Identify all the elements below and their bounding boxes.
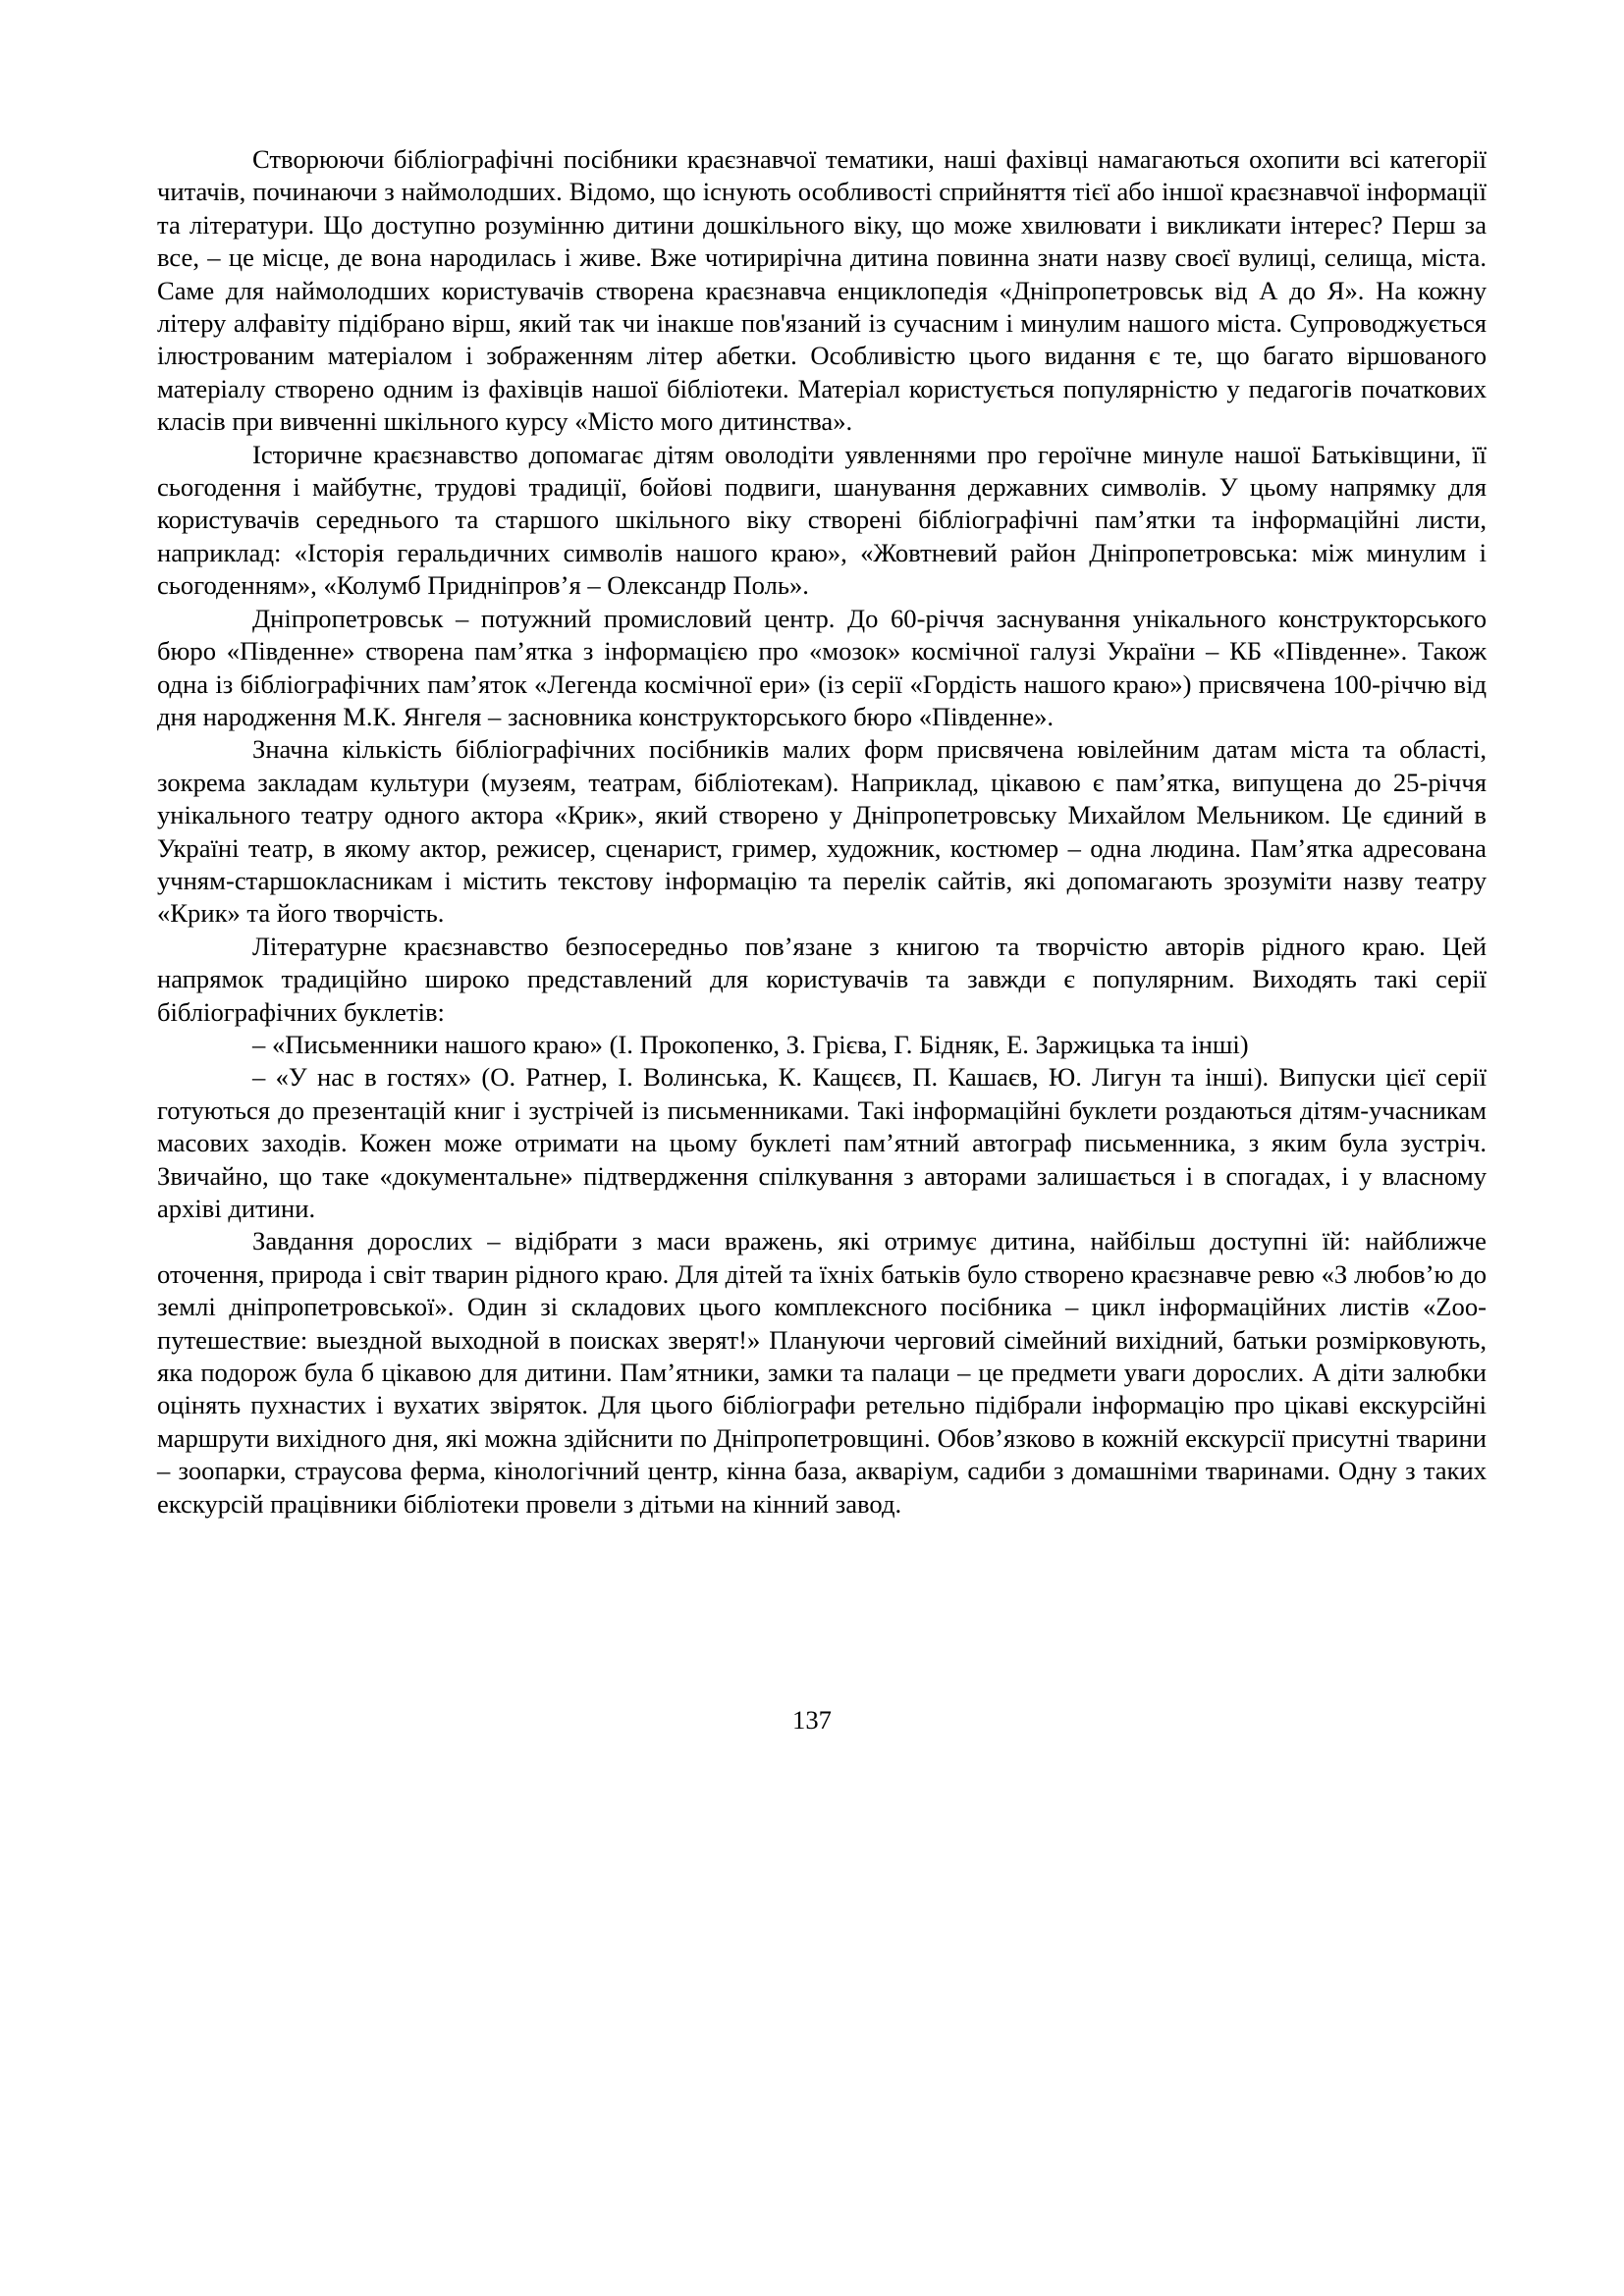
paragraph-historical-local-studies: Історичне краєзнавство допомагає дітям оволодіти уявленнями про героїчне минуле нашої Батьківщини, її сьогодення і майбутнє, трудові традиції, бойові подвиги, шанування державних символів. У цьому напрямку для користувачів середнього та старшого шкільного віку створені бібліографічні пам’ятки та інформаційні листи, наприклад: «Історія геральдичних символів нашого краю», «Жовтневий район Дніпропетровська: між минулим і сьогоденням», «Колумб Придніпров’я – Олександр Поль». bbox=[157, 439, 1487, 601]
paragraph-literary-local-studies: Літературне краєзнавство безпосередньо пов’язане з книгою та творчістю авторів рідного краю. Цей напрямок традиційно широко представлений для користувачів та завжди є популярним. Виходять такі серії бібліографічних буклетів: bbox=[157, 931, 1487, 1027]
list-item-writers-series: – «Письменники нашого краю» (І. Прокопенко, З. Грієва, Г. Бідняк, Е. Заржицька та інші) bbox=[252, 1029, 1249, 1059]
paragraph-theatre-kryk: Значна кількість бібліографічних посібників малих форм присвячена ювілейним датам міста та області, зокрема закладам культури (музеям, театрам, бібліотекам). Наприклад, цікавою є пам’ятка, випущена до 25-річчя унікального театру одного актора «Крик», який створено у Дніпропетровську Михайлом Мельником. Це єдиний в Україні театр, в якому актор, режисер, сценарист, гример, художник, костюмер – одна людина. Пам’ятка адресована учням-старшокласникам і містить текстову інформацію та перелік сайтів, які допомагають зрозуміти назву театру «Крик» та його творчість. bbox=[157, 734, 1487, 929]
page-number: 137 bbox=[792, 1705, 832, 1735]
paragraph-preschool-encyclopedia: Створюючи бібліографічні посібники краєзнавчої тематики, наші фахівці намагаються охопити всі категорії читачів, починаючи з наймолодших. Відомо, що існують особливості сприйняття тієї або іншої краєзнавчої інформації та літератури. Що доступно розумінню дитини дошкільного віку, що може хвилювати і викликати інтерес? Перш за все, – це місце, де вона народилась і живе. Вже чотирирічна дитина повинна знати назву своєї вулиці, селища, міста. Саме для наймолодших користувачів створена краєзнавча енциклопедія «Дніпропетровськ від А до Я». На кожну літеру алфавіту підібрано вірш, який так чи інакше пов'язаний із сучасним і минулим нашого міста. Супроводжується ілюстрованим матеріалом і зображенням літер абетки. Особливістю цього видання є те, що багато віршованого матеріалу створено одним із фахівців нашої бібліотеки. Матеріал користується популярністю у педагогів початкових класів при вивченні шкільного курсу «Місто мого дитинства». bbox=[157, 144, 1487, 437]
list-item-guests-series: – «У нас в гостях» (О. Ратнер, І. Волинська, К. Кащєєв, П. Кашаєв, Ю. Лигун та інші). Випуски цієї серії готуються до презентацій книг і зустрічей із письменниками. Такі інформаційні буклети роздаються дітям-учасникам масових заходів. Кожен може отримати на цьому буклеті пам’ятний автограф письменника, з яким була зустріч. Звичайно, що таке «документальне» підтвердження спілкування з авторами залишається і в спогадах, і у власному архіві дитини. bbox=[157, 1062, 1487, 1223]
paragraph-nature-review: Завдання дорослих – відібрати з маси вражень, які отримує дитина, найбільш доступні їй: найближче оточення, природа і світ тварин рідного краю. Для дітей та їхніх батьків було створено краєзнавче ревю «З любов’ю до землі дніпропетровської». Один зі складових цього комплексного посібника – цикл інформаційних листів «Zoo-путешествие: выездной выходной в поисках зверят!» Плануючи черговий сімейний вихідний, батьки розмірковують, яка подорож була б цікавою для дитини. Пам’ятники, замки та палаци – це предмети уваги дорослих. А діти залюбки оцінять пухнастих і вухатих звіряток. Для цього бібліографи ретельно підібрали інформацію про цікаві екскурсійні маршрути вихідного дня, які можна здійснити по Дніпропетровщині. Обов’язково в кожній екскурсії присутні тварини – зоопарки, страусова ферма, кінологічний центр, кінна база, акваріум, садиби з домашніми тваринами. Одну з таких екскурсій працівники бібліотеки провели з дітьми на кінний завод. bbox=[157, 1226, 1487, 1519]
document-body bbox=[157, 143, 1487, 1521]
paragraph-design-bureau-pivdenne: Дніпропетровськ – потужний промисловий центр. До 60-річчя заснування унікального конструкторського бюро «Південне» створена пам’ятка з інформацією про «мозок» космічної галузі України – КБ «Південне». Також одна із бібліографічних пам’яток «Легенда космічної ери» (із серії «Гордість нашого краю») присвячена 100-річчю від дня народження М.К. Янгеля – засновника конструкторського бюро «Південне». bbox=[157, 603, 1487, 731]
